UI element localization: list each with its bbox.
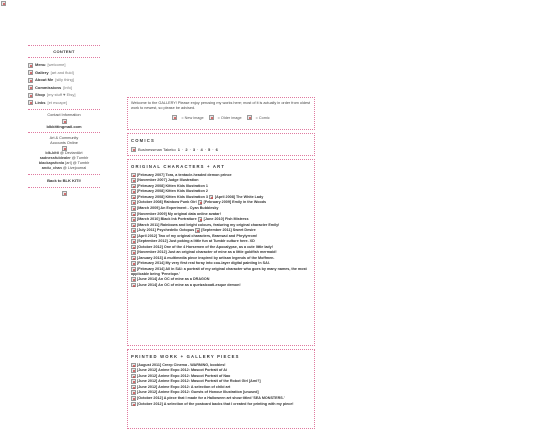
comic-page-link[interactable]: 3 xyxy=(192,146,196,152)
gallery-entry[interactable] xyxy=(131,267,311,277)
comics-title: COMICS xyxy=(131,138,155,143)
community-subtitle: Accounts Online xyxy=(50,141,78,146)
community-image xyxy=(62,146,67,151)
thumbnail-icon[interactable] xyxy=(131,223,136,228)
legend-older: = Older image xyxy=(217,115,242,120)
entry-link[interactable]: [June 2014] An OC of mine as a quetzalcoatl-esque demon! xyxy=(137,283,241,288)
menu-sub: [info] xyxy=(63,84,72,90)
gallery-entry[interactable] xyxy=(131,206,311,211)
gallery-entry[interactable] xyxy=(131,256,311,261)
thumbnail-icon[interactable] xyxy=(131,402,136,407)
entry-link[interactable]: [January 2013] A multimedia piece inspired by artisan legends of the Moffmen. xyxy=(137,256,275,261)
menu-sub: [art and fluid] xyxy=(50,69,74,75)
main-content xyxy=(127,97,315,432)
entry-link[interactable]: [October 2012] A piece that I made for a Halloween art show titled 'SEA MONSTERS.' xyxy=(137,396,285,401)
gallery-entry[interactable] xyxy=(131,396,311,401)
menu-list xyxy=(28,61,100,106)
comic-page-link[interactable]: 2 xyxy=(185,146,188,152)
account-site: @ DeviantArt xyxy=(59,151,83,156)
entry-link[interactable]: [November 2012] Just an original character of mine as a little goldfish mermaid! xyxy=(137,250,277,255)
entry-link[interactable]: [February 2008] Kitten Kids Illustration 2 xyxy=(137,189,208,194)
divider xyxy=(28,45,100,46)
entry-link[interactable]: [June 2012] Anime Expo 2012: Mascot Portrait of Ai xyxy=(137,368,227,373)
comics-name: Businessman Takeko xyxy=(138,146,176,152)
menu-bullet-icon xyxy=(28,78,33,83)
menu-label[interactable]: About Me xyxy=(35,77,54,83)
oc-title: ORIGINAL CHARACTERS + ART xyxy=(131,164,226,170)
thumbnail-icon[interactable] xyxy=(131,379,136,384)
thumbnail-icon[interactable] xyxy=(131,184,136,189)
menu-item-links[interactable] xyxy=(28,99,100,107)
entry-link[interactable]: [February 2008] Kitten Kids Illustration 3 xyxy=(137,195,208,200)
content-heading: CONTENT xyxy=(53,49,75,54)
gallery-entry[interactable] xyxy=(131,195,311,200)
entry-link[interactable]: [June 2014] An OC of mine as a DRAGON xyxy=(137,277,210,282)
thumbnail-icon[interactable] xyxy=(131,217,136,222)
printed-work-box xyxy=(127,349,315,429)
menu-bullet-icon xyxy=(28,100,33,105)
gallery-entry[interactable] xyxy=(131,379,311,384)
thumbnail-icon[interactable] xyxy=(131,256,136,261)
community-title: Art & Community xyxy=(49,136,79,141)
gallery-entry[interactable] xyxy=(131,390,311,395)
comics-item: Businessman Takeko 1 · 2 · 3 · 4 · 5 · 6 xyxy=(131,147,311,152)
entry-link[interactable]: [October 2012] One of the 4 Horsemen of the Apocalypse, as a cute little lady! xyxy=(137,245,273,250)
entry-link[interactable]: [July 2011] Psychedelic Octopus xyxy=(137,228,195,233)
menu-label[interactable]: Links xyxy=(35,99,46,105)
thumbnail-icon[interactable] xyxy=(195,228,200,233)
entry-link[interactable]: [June 2010] Fish Mistress xyxy=(203,217,249,222)
gallery-entry[interactable] xyxy=(131,363,311,368)
entry-link[interactable]: [September 2011] Sweet Desire xyxy=(201,228,256,233)
corner-broken-image xyxy=(1,1,6,6)
entry-link[interactable]: [February 2014] All in SAI: a portrait of my original character who goes by many names, the most applicable being 'Penelope.' xyxy=(131,267,307,277)
thumbnail-icon[interactable] xyxy=(131,212,136,217)
menu-sub: [et escape] xyxy=(47,99,68,105)
entry-link[interactable]: [June 2012] Anime Expo 2012: Mascot Portrait of the Robot Girl [Ami?] xyxy=(137,379,261,384)
thumbnail-icon[interactable] xyxy=(198,217,203,222)
menu-bullet-icon xyxy=(28,85,33,90)
gallery-entry[interactable] xyxy=(131,223,311,228)
menu-item-about-me[interactable] xyxy=(28,76,100,84)
printed-list xyxy=(131,363,311,407)
entry-link[interactable]: [November 2009] My original data online avatar! xyxy=(137,211,221,216)
gallery-entry[interactable] xyxy=(131,368,311,373)
comic-icon xyxy=(131,147,136,152)
menu-label[interactable]: Shop xyxy=(35,92,45,98)
entry-link[interactable]: [February 2014] My very first real foray into cou-layer digital painting in SAI. xyxy=(137,261,270,266)
comics-box xyxy=(127,133,315,156)
entry-link[interactable]: [August 2011] Creep Cinema - WARNING, boobies! xyxy=(137,362,226,367)
gallery-entry[interactable] xyxy=(131,385,311,390)
gallery-entry[interactable] xyxy=(131,277,311,282)
welcome-text: Welcome to the GALLERY! Please enjoy perusing my works here; most of it is actually in order from oldest work to newest, so please be advised. xyxy=(131,101,311,111)
entry-link[interactable]: [June 2012] Anime Expo 2012: A selection of chibi art xyxy=(137,385,231,390)
entry-link[interactable]: [November 2007] Judge Illustration xyxy=(137,178,199,183)
comic-page-link[interactable]: 1 xyxy=(177,146,180,152)
comic-page-link[interactable]: 5 xyxy=(208,146,211,152)
account-name[interactable]: sadnessfuldealer xyxy=(39,156,71,161)
back-link[interactable]: Back to BLK KITI! xyxy=(47,178,81,184)
thumbnail-icon[interactable] xyxy=(131,234,136,239)
thumbnail-icon[interactable] xyxy=(131,277,136,282)
account-site: @ Tumblr xyxy=(71,156,89,161)
thumbnail-icon[interactable] xyxy=(131,363,136,368)
gallery-entry[interactable] xyxy=(131,374,311,379)
account-name[interactable]: blk-kitti xyxy=(45,151,59,156)
entry-link[interactable]: [March 2009] An Experiment - Cyan Bubblesky xyxy=(137,206,219,211)
menu-item-gallery[interactable] xyxy=(28,69,100,77)
thumbnail-icon[interactable] xyxy=(131,396,136,401)
thumbnail-icon[interactable] xyxy=(131,189,136,194)
older-image-icon xyxy=(209,115,214,120)
welcome-box xyxy=(127,97,315,130)
entry-link[interactable]: [February 2008] Kitten Kids Illustration 1 xyxy=(137,184,208,189)
legend xyxy=(131,115,311,121)
divider xyxy=(28,57,100,58)
thumbnail-icon[interactable] xyxy=(131,228,136,233)
oc-list xyxy=(131,173,311,288)
legend-new: = New image xyxy=(181,115,204,120)
menu-item-commissions[interactable] xyxy=(28,84,100,92)
thumbnail-icon[interactable] xyxy=(131,267,136,272)
comic-page-link[interactable]: 4 xyxy=(200,146,203,152)
entry-link[interactable]: [March 2010] Black Ink Portraiture xyxy=(137,217,197,222)
entry-link[interactable]: [February 2007] Tora, a tentacle-headed demon prince xyxy=(137,172,232,177)
thumbnail-icon[interactable] xyxy=(209,195,214,200)
menu-sub: [welcome] xyxy=(47,62,66,68)
contact-label: Contact Information xyxy=(47,113,81,118)
original-characters-box xyxy=(127,159,315,346)
menu-label[interactable]: Menu xyxy=(35,62,46,68)
gallery-entry[interactable] xyxy=(131,402,311,407)
gallery-entry[interactable] xyxy=(131,173,311,178)
entry-link[interactable]: [February 2009] Emily in the Woods xyxy=(203,200,267,205)
entry-link[interactable]: [October 2008] Rainbow Punk Girl xyxy=(137,200,197,205)
menu-label[interactable]: Commissions xyxy=(35,84,62,90)
divider xyxy=(28,132,100,133)
thumbnail-icon[interactable] xyxy=(131,283,136,288)
account-link[interactable] xyxy=(28,166,100,171)
account-name[interactable]: blackapsfonla xyxy=(38,161,65,166)
thumbnail-icon[interactable] xyxy=(131,173,136,178)
thumbnail-icon[interactable] xyxy=(131,261,136,266)
menu-bullet-icon xyxy=(28,70,33,75)
account-name[interactable]: andu_chan xyxy=(41,166,62,171)
thumbnail-icon[interactable] xyxy=(131,245,136,250)
thumbnail-icon[interactable] xyxy=(131,390,136,395)
menu-sub: [my stuff ♥ Etsy] xyxy=(47,92,76,98)
gallery-entry[interactable] xyxy=(131,184,311,189)
thumbnail-icon[interactable] xyxy=(131,374,136,379)
gallery-entry[interactable] xyxy=(131,228,311,233)
entry-link[interactable]: [April 2012] Two of my original characters, Bramwul and Phrylyrrom! xyxy=(137,233,258,238)
thumbnail-icon[interactable] xyxy=(131,206,136,211)
contact-image xyxy=(62,119,67,124)
thumbnail-icon[interactable] xyxy=(131,178,136,183)
menu-bullet-icon xyxy=(28,93,33,98)
legend-comic: = Comic xyxy=(255,115,270,120)
entry-link[interactable]: [September 2012] Just poking a little fun at Tumblr culture here. XD xyxy=(137,239,255,244)
contact-email[interactable]: blkkittingmail.com xyxy=(46,123,82,129)
menu-item-menu[interactable] xyxy=(28,61,100,69)
gallery-entry[interactable] xyxy=(131,178,311,183)
account-site: [art] @ Tumblr xyxy=(65,161,90,166)
divider xyxy=(28,109,100,110)
back-image[interactable] xyxy=(62,191,67,196)
gallery-entry[interactable] xyxy=(131,200,311,205)
gallery-entry[interactable] xyxy=(131,245,311,250)
thumbnail-icon[interactable] xyxy=(131,200,136,205)
comic-icon xyxy=(247,115,252,120)
entry-link[interactable]: [March 2011] Rainbows and bright colours, featuring my original character Emily! xyxy=(137,222,280,227)
entry-link[interactable]: [October 2012] A selection of the postcard backs that I created for printing with my piece! xyxy=(137,401,294,406)
divider xyxy=(28,174,100,175)
gallery-entry[interactable] xyxy=(131,261,311,266)
gallery-entry[interactable] xyxy=(131,239,311,244)
comic-page-link[interactable]: 6 xyxy=(215,146,218,152)
menu-item-shop[interactable] xyxy=(28,91,100,99)
thumbnail-icon[interactable] xyxy=(131,195,136,200)
thumbnail-icon[interactable] xyxy=(131,250,136,255)
gallery-entry[interactable] xyxy=(131,212,311,217)
thumbnail-icon[interactable] xyxy=(198,200,203,205)
gallery-entry[interactable] xyxy=(131,250,311,255)
menu-bullet-icon xyxy=(28,63,33,68)
entry-link[interactable]: [June 2012] Anime Expo 2012: Mascot Portrait of Nao xyxy=(137,374,231,379)
gallery-entry[interactable] xyxy=(131,234,311,239)
thumbnail-icon[interactable] xyxy=(131,385,136,390)
sidebar xyxy=(28,42,100,196)
entry-link[interactable]: [April 2008] The White Lady xyxy=(214,195,264,200)
account-site: @ Livejournal xyxy=(62,166,87,171)
gallery-entry[interactable] xyxy=(131,217,311,222)
gallery-entry[interactable] xyxy=(131,189,311,194)
gallery-entry[interactable] xyxy=(131,283,311,288)
menu-sub: [silly thing] xyxy=(55,77,74,83)
menu-label[interactable]: Gallery xyxy=(35,69,49,75)
divider xyxy=(28,187,100,188)
printed-title: PRINTED WORK + GALLERY PIECES xyxy=(131,354,240,360)
thumbnail-icon[interactable] xyxy=(131,239,136,244)
entry-link[interactable]: [June 2012] Anime Expo 2012: Guests of Honour Illustration [unused] xyxy=(137,390,259,395)
thumbnail-icon[interactable] xyxy=(131,368,136,373)
new-image-icon xyxy=(172,115,177,120)
